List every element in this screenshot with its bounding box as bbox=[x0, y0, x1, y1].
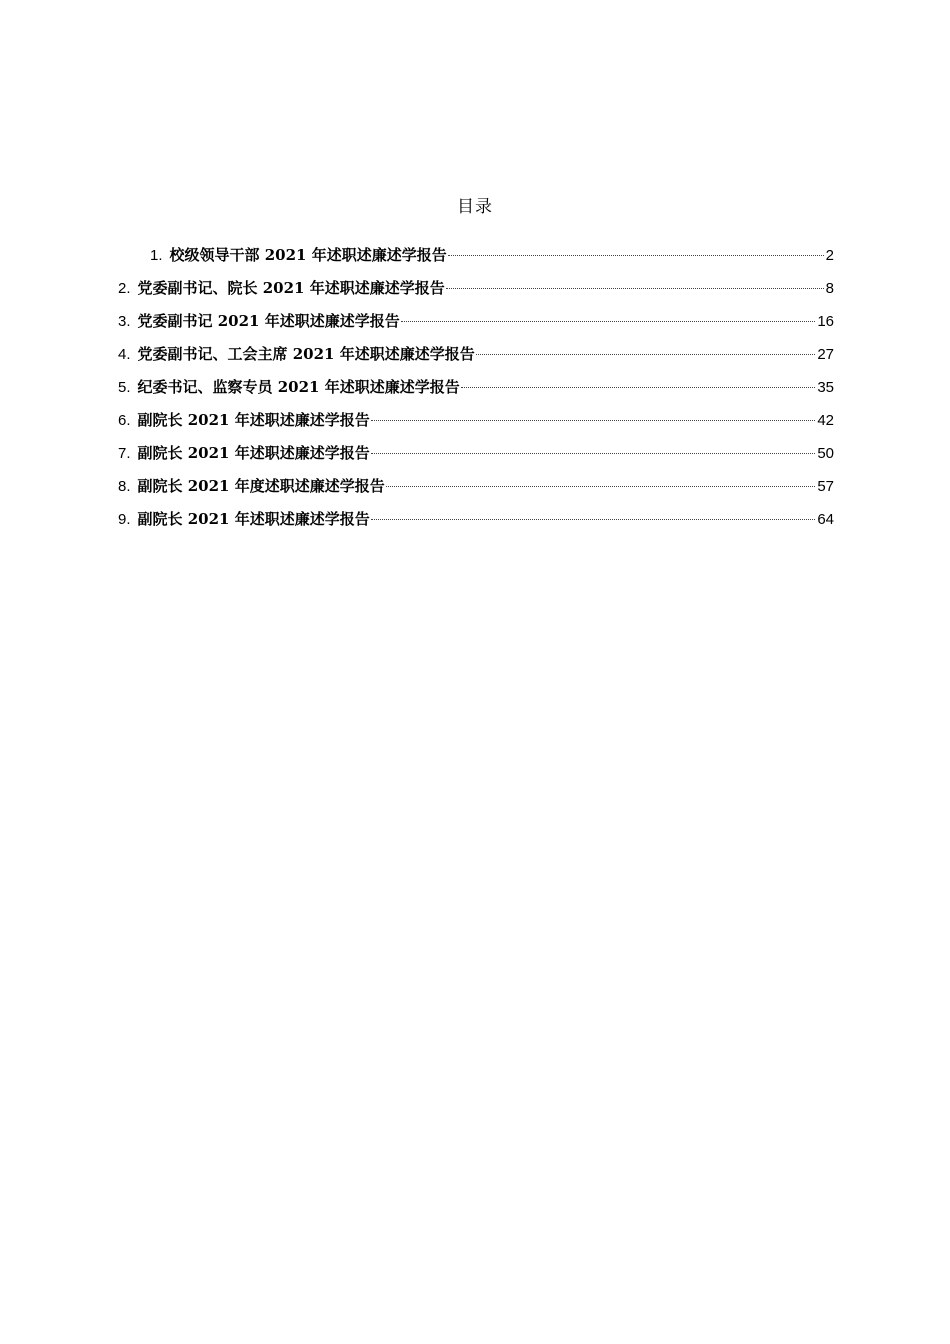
toc-entry-page: 57 bbox=[817, 478, 834, 495]
toc-entry-page: 35 bbox=[817, 379, 834, 396]
toc-entry-title: 党委副书记、院长 2021 年述职述廉述学报告 bbox=[137, 279, 445, 297]
toc-entry-title: 副院长 2021 年度述职述廉述学报告 bbox=[137, 477, 385, 495]
toc-entry-title: 党委副书记、工会主席 2021 年述职述廉述学报告 bbox=[137, 345, 475, 363]
dot-leader bbox=[371, 453, 816, 454]
dot-leader bbox=[461, 387, 816, 388]
toc-entry-page: 2 bbox=[825, 247, 834, 264]
dot-leader bbox=[401, 321, 816, 322]
toc-entry-9[interactable] bbox=[118, 503, 834, 536]
toc-entry-number: 2. bbox=[118, 280, 131, 297]
toc-list bbox=[118, 239, 834, 536]
toc-entry-title: 副院长 2021 年述职述廉述学报告 bbox=[137, 411, 370, 429]
toc-title: 目录 bbox=[457, 197, 493, 217]
dot-leader bbox=[446, 288, 824, 289]
dot-leader bbox=[386, 486, 816, 487]
dot-leader bbox=[371, 420, 816, 421]
toc-entry-page: 42 bbox=[817, 412, 834, 429]
toc-entry-3[interactable] bbox=[118, 305, 834, 338]
toc-entry-page: 64 bbox=[817, 511, 834, 528]
toc-entry-title: 副院长 2021 年述职述廉述学报告 bbox=[137, 510, 370, 528]
toc-entry-number: 3. bbox=[118, 313, 131, 330]
toc-entry-number: 9. bbox=[118, 511, 131, 528]
toc-entry-page: 50 bbox=[817, 445, 834, 462]
toc-entry-number: 1. bbox=[150, 247, 163, 264]
toc-entry-8[interactable] bbox=[118, 470, 834, 503]
toc-entry-title: 党委副书记 2021 年述职述廉述学报告 bbox=[137, 312, 400, 330]
toc-entry-6[interactable] bbox=[118, 404, 834, 437]
toc-entry-number: 5. bbox=[118, 379, 131, 396]
toc-entry-title: 纪委书记、监察专员 2021 年述职述廉述学报告 bbox=[137, 378, 460, 396]
toc-entry-title: 副院长 2021 年述职述廉述学报告 bbox=[137, 444, 370, 462]
toc-entry-4[interactable] bbox=[118, 338, 834, 371]
toc-entry-number: 7. bbox=[118, 445, 131, 462]
dot-leader bbox=[476, 354, 816, 355]
toc-entry-7[interactable] bbox=[118, 437, 834, 470]
toc-entry-5[interactable] bbox=[118, 371, 834, 404]
toc-entry-page: 8 bbox=[825, 280, 834, 297]
toc-entry-number: 8. bbox=[118, 478, 131, 495]
toc-entry-number: 6. bbox=[118, 412, 131, 429]
dot-leader bbox=[448, 255, 824, 256]
toc-entry-2[interactable] bbox=[118, 272, 834, 305]
toc-entry-page: 27 bbox=[817, 346, 834, 363]
toc-entry-page: 16 bbox=[817, 313, 834, 330]
dot-leader bbox=[371, 519, 816, 520]
toc-entry-1[interactable] bbox=[118, 239, 834, 272]
toc-entry-number: 4. bbox=[118, 346, 131, 363]
toc-entry-title: 校级领导干部 2021 年述职述廉述学报告 bbox=[169, 246, 447, 264]
